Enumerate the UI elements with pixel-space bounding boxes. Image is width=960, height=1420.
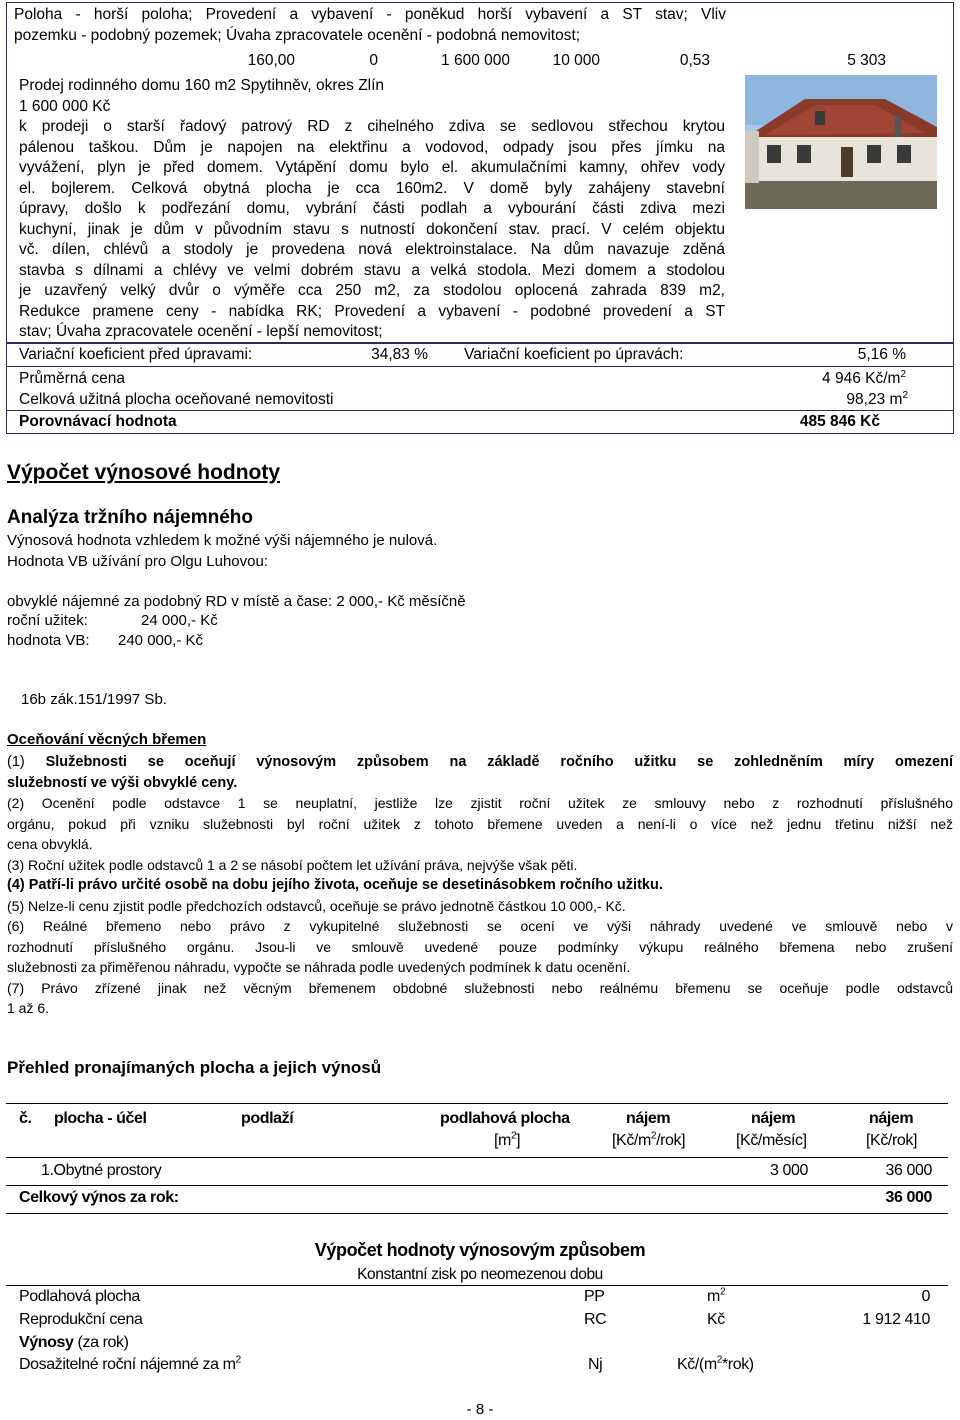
usable-area-label: Celková užitná plocha oceňované nemovitosti xyxy=(19,391,334,408)
summary-row-comp xyxy=(0,411,960,432)
calc-row-label: Reprodukční cena xyxy=(19,1311,143,1328)
total-label: Celkový výnos za rok: xyxy=(19,1189,179,1206)
easement-paragraph: služebností ve výši obvyklé ceny. xyxy=(7,774,238,791)
col-use: plocha - účel xyxy=(54,1110,147,1127)
superscript: 2 xyxy=(716,1354,722,1366)
context-line: Poloha - horší poloha; Provedení a vybavení - poněkud horší vybavení a ST stav; Vliv xyxy=(14,6,726,23)
summary-row-var xyxy=(0,344,960,365)
calc-row-unit: Kč xyxy=(707,1311,725,1328)
comparison-row-values xyxy=(0,52,960,72)
income-text: Výnosová hodnota vzhledem k možné výši nájemného je nulová. xyxy=(7,532,438,549)
unit-price-value: 5 303 xyxy=(847,52,886,69)
easement-paragraph: služebnosti za přiměřenou náhradu, vypočte se náhrada podle uvedených podmínek k datu ocenění. xyxy=(7,959,631,975)
easements-text xyxy=(7,752,953,1019)
var-before-label: Variační koeficient před úpravami: xyxy=(19,346,253,363)
rented-table-bottom xyxy=(6,1213,948,1214)
calc-row-unit-end: *rok) xyxy=(721,1356,754,1373)
comparative-value: 485 846 Kč xyxy=(799,413,880,430)
rented-table-divider xyxy=(6,1185,948,1186)
superscript: 2 xyxy=(650,1130,657,1142)
page-number-text: - 8 - xyxy=(466,1401,494,1418)
vb-value-label: hodnota VB: xyxy=(7,632,90,649)
rented-table-divider xyxy=(6,1157,948,1158)
var-after-label: Variační koeficient po úpravách: xyxy=(464,346,684,363)
calc-row-value: 1 912 410 xyxy=(862,1311,930,1328)
col-rent-year-unit: [Kč/rok] xyxy=(866,1132,918,1149)
yield-note: (za rok) xyxy=(73,1334,129,1351)
total-value: 36 000 xyxy=(885,1189,932,1206)
col-num: č. xyxy=(19,1110,32,1127)
comparative-value-label: Porovnávací hodnota xyxy=(19,413,177,430)
easement-paragraph: (2) Ocenění podle odstavce 1 se neuplatní, jestliže lze zjistit roční užitek ze smlouvy nebo z rozhodnutí příslušného xyxy=(7,795,953,811)
yield-row xyxy=(19,1334,129,1352)
calc-row xyxy=(0,1288,960,1310)
calc-row-unit: Kč/(m xyxy=(677,1356,717,1373)
context-text xyxy=(14,5,726,46)
easement-paragraph: (7) Právo zřízené jinak než věcným břemenem obdobné služebnosti nebo reálnému břemenu se oceňuje podle odstavců xyxy=(7,979,953,996)
calc-title xyxy=(0,1240,960,1261)
row-yearly-rent: 36 000 xyxy=(885,1162,932,1179)
vb-value: 240 000,- Kč xyxy=(118,632,204,649)
row-name: 1.Obytné prostory xyxy=(41,1162,162,1179)
calc-row-value: 0 xyxy=(921,1288,930,1305)
easement-paragraph: orgánu, pokud při vzniku služebnosti byl roční užitek z tohoto břemene uveden a není-li o více než jednu třetinu nižší než xyxy=(7,815,953,832)
superscript: 2 xyxy=(235,1354,241,1366)
calc-divider xyxy=(6,1285,948,1286)
context-line: pozemku - podobný pozemek; Úvaha zpracovatele ocenění - podobná nemovitost; xyxy=(14,26,581,44)
col-rent-m2-unit: [Kč/m xyxy=(612,1132,651,1149)
easement-paragraph: (5) Nelze-li cenu zjistit podle předchozích odstavců, oceňuje se právo jednotně částkou 10 000,- Kč. xyxy=(7,897,626,914)
calc-row-label: Dosažitelné roční nájemné za m xyxy=(19,1356,236,1373)
annual-benefit-row xyxy=(7,612,307,632)
rented-table-header xyxy=(0,1110,960,1156)
summary-row-avg xyxy=(0,368,960,389)
easement-paragraph: 1 až 6. xyxy=(7,1000,50,1016)
vb-value-row xyxy=(7,632,307,652)
easement-paragraph: (6) Reálné břemeno nebo právo z vykupitelné služebnosti se ocení ve výši náhrady uvedené ve smlouvě nebo v xyxy=(7,918,953,934)
income-heading: Výpočet výnosové hodnoty xyxy=(7,461,281,484)
table-row xyxy=(0,1162,960,1184)
summary-row-area xyxy=(0,389,960,410)
area-value: 160,00 xyxy=(247,52,295,69)
easement-paragraph: cena obvyklá. xyxy=(7,836,93,852)
listing-line: úpravy, došlo k podřezání domu, vybrání části podlah a vybourání části zdiva mezi xyxy=(19,200,725,217)
col-rent-month-unit: [Kč/měsíc] xyxy=(736,1132,807,1149)
var-before-value: 34,83 % xyxy=(371,346,428,363)
listing-line: stav; Úvaha zpracovatele ocenění - lepší nemovitost; xyxy=(19,323,383,340)
col-area-unit: [m xyxy=(494,1132,511,1149)
listing-line: vč. dílen, chlévů a stodoly je provedena nová elektroinstalace. Na dům navazuje zděná xyxy=(19,241,725,258)
house-photo xyxy=(745,75,937,209)
easement-paragraph xyxy=(7,752,953,773)
easement-paragraph: rozhodnutí příslušného orgánu. Jsou-li ve smlouvě uvedené pouze podmínky výkupu reálného břemena nebo zrušení xyxy=(7,938,953,955)
col-rent-year: nájem xyxy=(869,1110,914,1127)
avg-price-label: Průměrná cena xyxy=(19,370,125,387)
listing-line: vyvážení, plyn je před domem. Vytápění domu bylo el. akumulačními kamny, ohřev vody xyxy=(19,159,725,176)
listing-line: kuchyní, jinak je dům v původním stavu s nutností dokončení stav. prací. V celém objektu xyxy=(19,220,725,238)
superscript: 2 xyxy=(900,368,906,380)
listing-title: Prodej rodinného domu 160 m2 Spytihněv, okres Zlín xyxy=(19,77,385,94)
law-reference: 16b zák.151/1997 Sb. xyxy=(21,691,167,708)
listing-line: Redukce pramene ceny - nabídka RK; Provedení a vybavení - podobné provedení a ST xyxy=(19,302,725,320)
col-rent-m2-unit-end: /rok] xyxy=(656,1132,686,1149)
adjust-value: 10 000 xyxy=(552,52,600,69)
divider xyxy=(6,366,954,367)
easements-title: Oceňování věcných břemen xyxy=(7,731,207,748)
paragraph-text: Služebnosti se oceňují výnosovým způsobem na základě ročního užitku se zohledněním míry omezení xyxy=(45,754,954,770)
col-rent-month: nájem xyxy=(751,1110,796,1127)
easement-paragraph: (4) Patří-li právo určité osobě na dobu jejího života, oceňuje se desetinásobkem ročního užitku. xyxy=(7,877,663,893)
superscript: 2 xyxy=(902,389,908,401)
avg-price-value: 4 946 Kč/m xyxy=(822,370,901,387)
annual-benefit-value: 24 000,- Kč xyxy=(141,612,218,629)
easement-paragraph: (3) Roční užitek podle odstavců 1 a 2 se násobí počtem let užívání práva, nejvýše však pěti. xyxy=(7,856,578,873)
paragraph-number: (1) xyxy=(7,754,25,770)
listing-line: k prodeji o starší řadový patrový RD z cihelného zdiva se sedlovou střechou krytou xyxy=(19,118,725,135)
listing-line: pálenou taškou. Dům je napojen na elektřinu a vodovod, odpady jsou přes jímku na xyxy=(19,138,725,156)
page-number xyxy=(0,1401,960,1418)
superscript: 2 xyxy=(719,1286,726,1298)
coefficient-value: 0 xyxy=(369,52,378,69)
listing-line: el. bojlerem. Celková obytná plocha je cca 160m2. V domě byly zahájeny stavební xyxy=(19,179,725,197)
calc-row-unit: m xyxy=(707,1288,720,1305)
usable-area-value: 98,23 m xyxy=(846,391,903,408)
calc-subtitle xyxy=(0,1266,960,1284)
listing-text xyxy=(19,76,725,343)
var-after-value: 5,16 % xyxy=(857,346,906,363)
calc-row xyxy=(0,1311,960,1333)
calc-row-abbr: RC xyxy=(584,1311,607,1328)
superscript: 2 xyxy=(510,1130,517,1142)
calc-title-text: Výpočet hodnoty výnosovým způsobem xyxy=(314,1240,646,1260)
col-floor: podlaží xyxy=(241,1110,294,1127)
annual-benefit-label: roční užitek: xyxy=(7,612,88,629)
yield-label: Výnosy xyxy=(19,1334,74,1351)
calc-subtitle-text: Konstantní zisk po neomezenou dobu xyxy=(357,1266,603,1283)
col-area-unit-end: ] xyxy=(516,1132,521,1149)
calc-row-abbr: PP xyxy=(584,1288,605,1305)
listing-price: 1 600 000 Kč xyxy=(19,97,111,115)
calc-row-label: Podlahová plocha xyxy=(19,1288,140,1305)
row-monthly-rent: 3 000 xyxy=(769,1162,808,1179)
listing-line: je uzavřený velký dvůr o výměře cca 250 m2, za stodolou oplocená zahrada 839 m2, xyxy=(19,282,725,299)
rented-table-header-line xyxy=(6,1103,948,1104)
price-value: 1 600 000 xyxy=(441,52,510,69)
index-value: 0,53 xyxy=(679,52,710,69)
calc-row xyxy=(0,1356,960,1378)
income-text: Hodnota VB užívání pro Olgu Luhovou: xyxy=(7,553,269,570)
rented-areas-heading: Přehled pronajímaných plocha a jejich výnosů xyxy=(7,1058,382,1077)
income-text: obvyklé nájemné za podobný RD v místě a čase: 2 000,- Kč měsíčně xyxy=(7,593,466,610)
total-row xyxy=(0,1189,960,1211)
calc-row-abbr: Nj xyxy=(588,1356,603,1373)
listing-line: stavba s dílnami a chlévy ve velmi dobrém stavu a velká stodola. Mezi domem a stodolou xyxy=(19,261,725,279)
rent-analysis-heading: Analýza tržního nájemného xyxy=(7,507,253,528)
col-rent-m2: nájem xyxy=(626,1110,671,1127)
col-area: podlahová plocha xyxy=(440,1110,570,1127)
